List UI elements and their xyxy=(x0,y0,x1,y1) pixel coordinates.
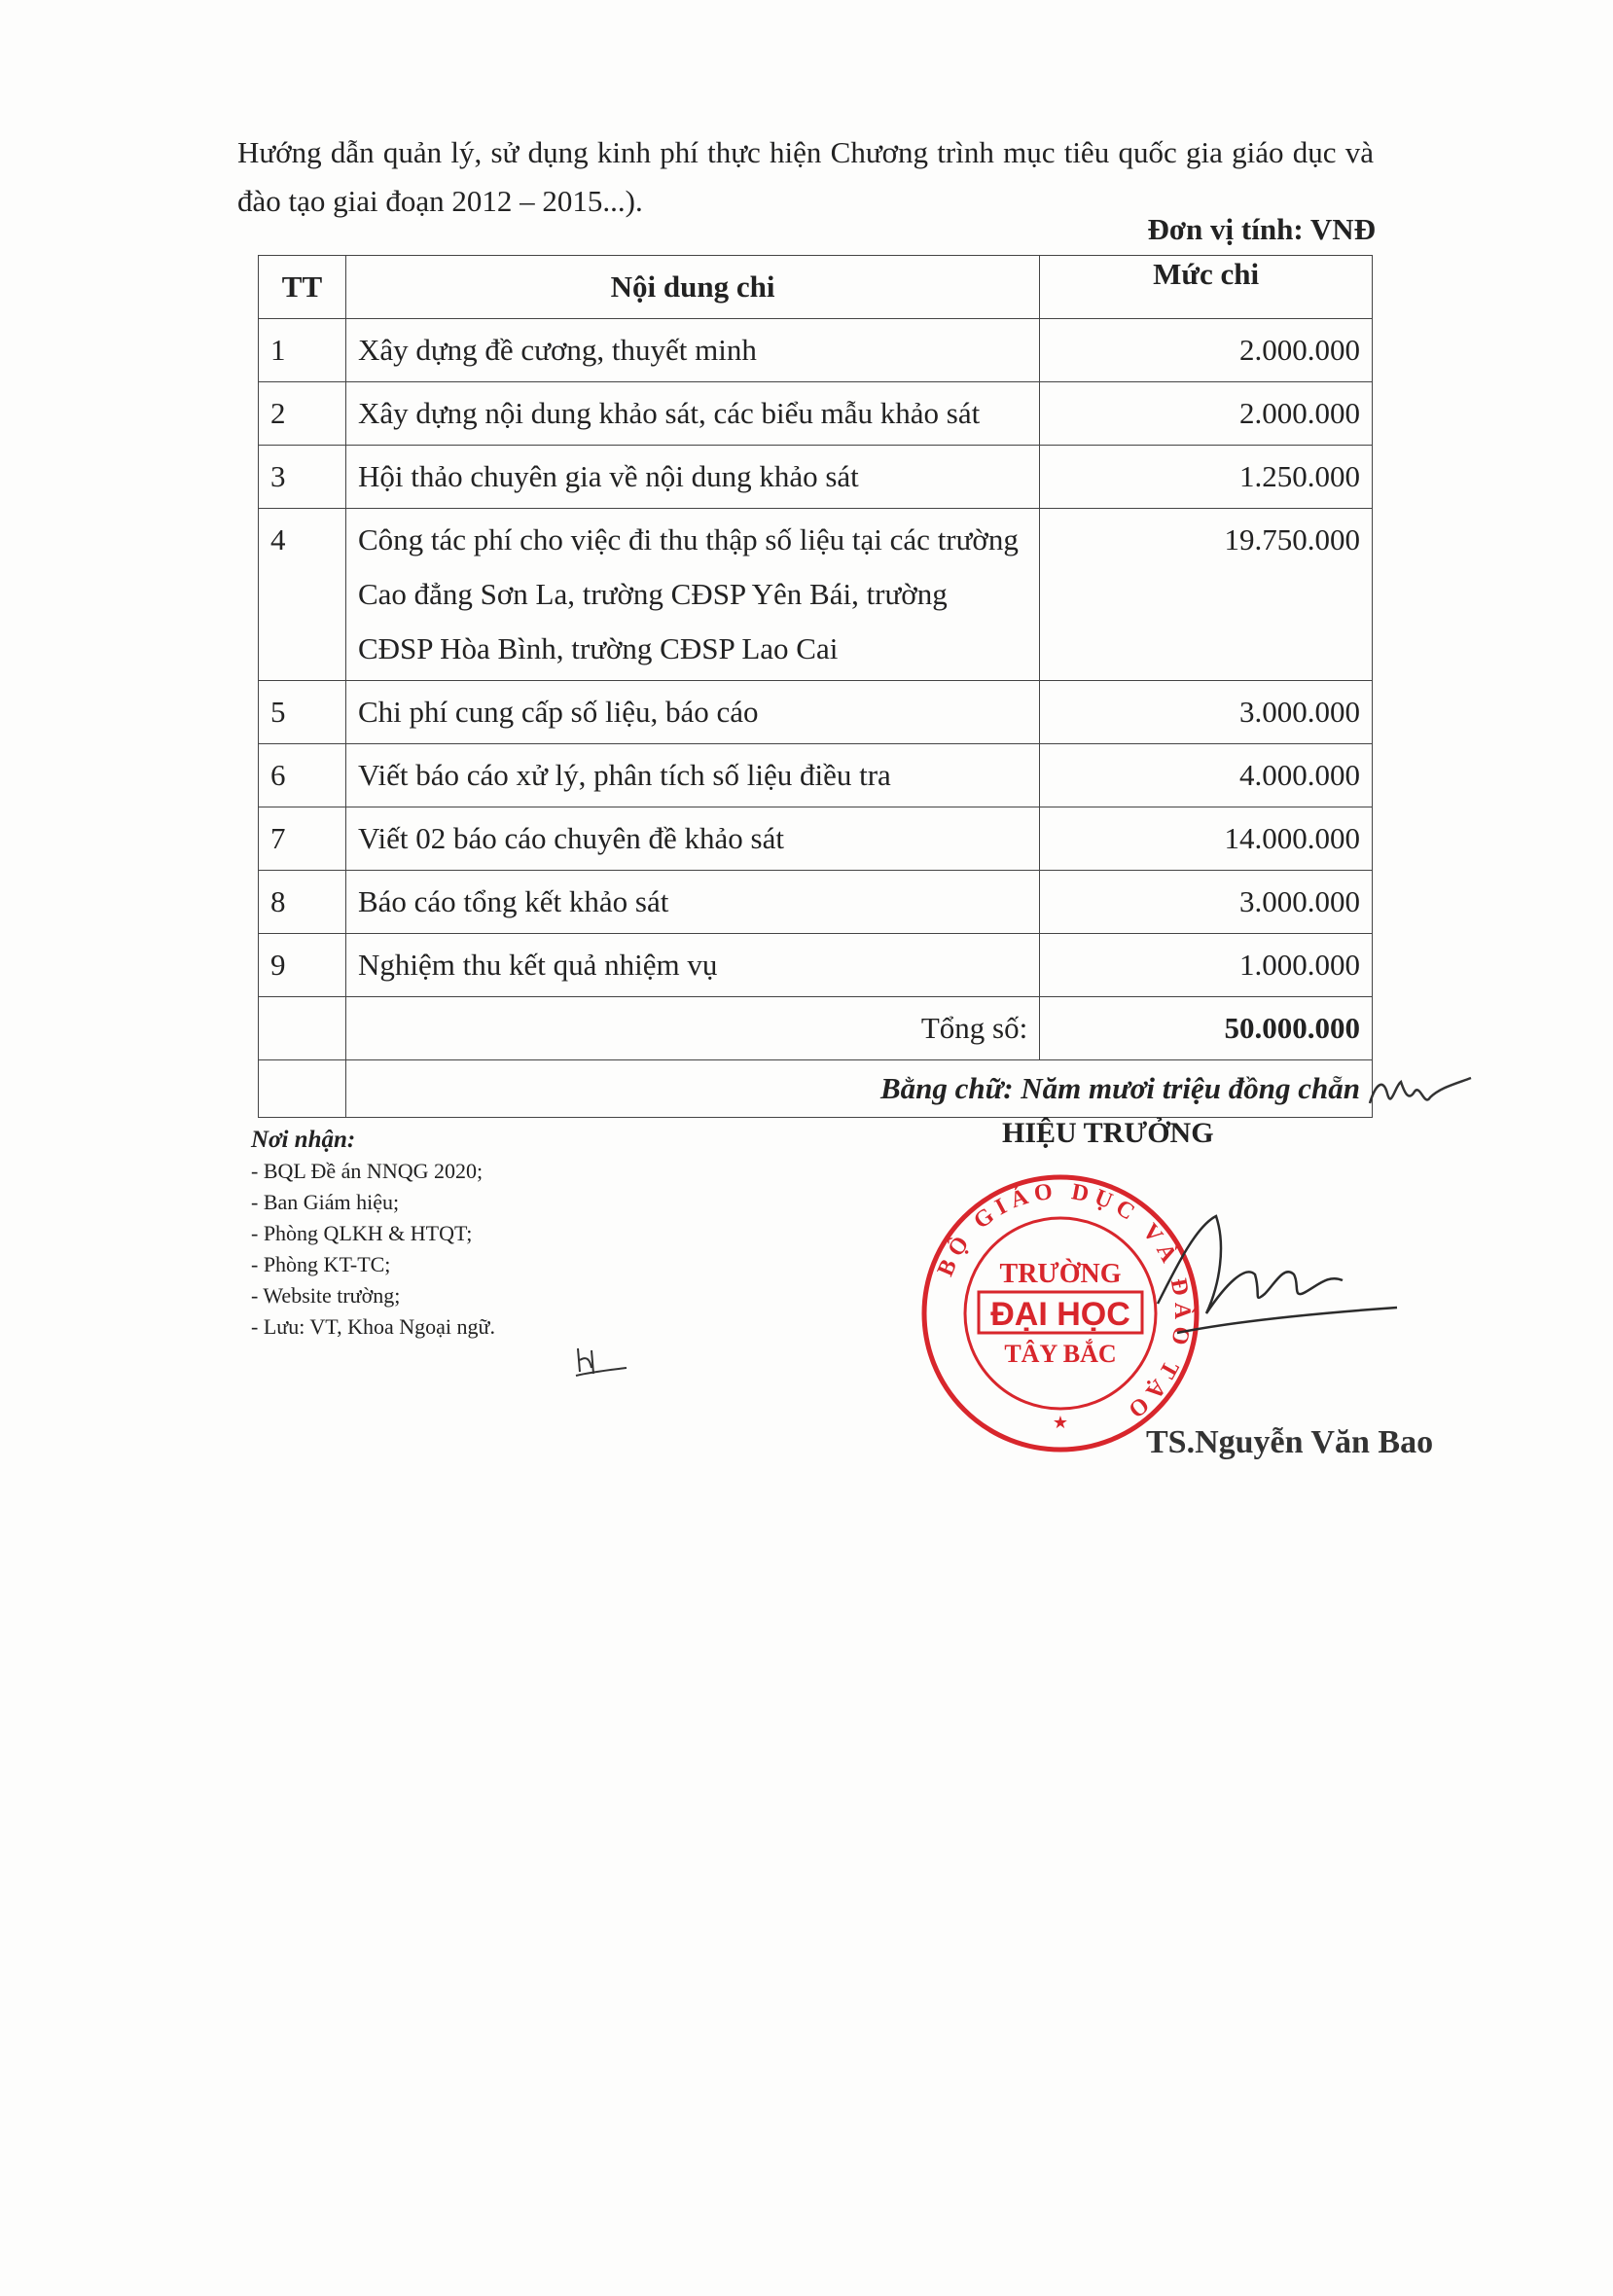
table-row xyxy=(259,382,1373,446)
row-amount: 3.000.000 xyxy=(1040,681,1373,744)
row-description: Nghiệm thu kết quả nhiệm vụ xyxy=(345,934,1039,997)
amount-in-words: Bằng chữ: Năm mươi triệu đồng chẵn xyxy=(345,1060,1372,1118)
table-row xyxy=(259,509,1373,681)
row-number: 4 xyxy=(259,509,346,681)
row-description: Công tác phí cho việc đi thu thập số liệu tại các trường Cao đẳng Sơn La, trường CĐSP Yên Bái, trường CĐSP Hòa Bình, trường CĐSP Lao Cai xyxy=(345,509,1039,681)
table-row xyxy=(259,681,1373,744)
header-tt: TT xyxy=(259,256,346,319)
signature-icon xyxy=(1138,1206,1401,1343)
amount-in-words-row xyxy=(259,1060,1373,1118)
table-row xyxy=(259,446,1373,509)
table-header-row xyxy=(259,256,1373,319)
row-description: Chi phí cung cấp số liệu, báo cáo xyxy=(345,681,1039,744)
recipients-block xyxy=(251,1125,495,1343)
row-number: 3 xyxy=(259,446,346,509)
intro-paragraph: Hướng dẫn quản lý, sử dụng kinh phí thực hiện Chương trình mục tiêu quốc gia giáo dục và đào tạo giai đoạn 2012 – 2015...). xyxy=(237,135,1374,218)
row-description: Xây dựng nội dung khảo sát, các biểu mẫu khảo sát xyxy=(345,382,1039,446)
row-amount: 2.000.000 xyxy=(1040,319,1373,382)
initial-mark xyxy=(1362,1064,1479,1123)
row-number: 9 xyxy=(259,934,346,997)
row-number: 2 xyxy=(259,382,346,446)
row-number: 8 xyxy=(259,871,346,934)
header-content: Nội dung chi xyxy=(345,256,1039,319)
table-row xyxy=(259,319,1373,382)
row-amount: 1.000.000 xyxy=(1040,934,1373,997)
svg-text:★: ★ xyxy=(1052,1413,1069,1432)
row-description: Hội thảo chuyên gia về nội dung khảo sát xyxy=(345,446,1039,509)
header-amount: Mức chi xyxy=(1040,256,1373,319)
svg-text:BỘ GIÁO DỤC VÀ ĐÀO TẠO: BỘ GIÁO DỤC VÀ ĐÀO TẠO xyxy=(932,1178,1196,1426)
row-amount: 3.000.000 xyxy=(1040,871,1373,934)
row-description: Viết báo cáo xử lý, phân tích số liệu điều tra xyxy=(345,744,1039,807)
budget-table xyxy=(258,255,1373,1118)
recipient-item: - Lưu: VT, Khoa Ngoại ngữ. xyxy=(251,1314,495,1339)
recipient-item: - Website trường; xyxy=(251,1283,401,1308)
table-row xyxy=(259,934,1373,997)
signer-name: TS.Nguyễn Văn Bao xyxy=(1146,1424,1434,1460)
row-amount: 2.000.000 xyxy=(1040,382,1373,446)
currency-unit: Đơn vị tính: VNĐ xyxy=(1147,212,1376,246)
recipient-item: - BQL Đề án NNQG 2020; xyxy=(251,1159,484,1183)
recipient-item: - Phòng KT-TC; xyxy=(251,1252,391,1276)
row-amount: 14.000.000 xyxy=(1040,807,1373,871)
table-row xyxy=(259,744,1373,807)
row-number: 6 xyxy=(259,744,346,807)
row-number: 7 xyxy=(259,807,346,871)
table-row xyxy=(259,871,1373,934)
row-description: Xây dựng đề cương, thuyết minh xyxy=(345,319,1039,382)
total-label: Tổng số: xyxy=(345,997,1039,1060)
recipients-title: Nơi nhận: xyxy=(251,1127,356,1153)
signature-title: HIỆU TRƯỞNG xyxy=(1002,1117,1214,1149)
svg-text:ĐẠI HỌC: ĐẠI HỌC xyxy=(990,1296,1130,1333)
row-description: Báo cáo tổng kết khảo sát xyxy=(345,871,1039,934)
initial-mark xyxy=(572,1339,630,1387)
recipient-item: - Phòng QLKH & HTQT; xyxy=(251,1221,473,1245)
row-description: Viết 02 báo cáo chuyên đề khảo sát xyxy=(345,807,1039,871)
svg-text:TRƯỜNG: TRƯỜNG xyxy=(999,1259,1122,1289)
total-amount: 50.000.000 xyxy=(1040,997,1373,1060)
row-amount: 4.000.000 xyxy=(1040,744,1373,807)
svg-text:TÂY BẮC: TÂY BẮC xyxy=(1004,1340,1117,1368)
row-number: 1 xyxy=(259,319,346,382)
row-amount: 19.750.000 xyxy=(1040,509,1373,681)
total-row xyxy=(259,997,1373,1060)
row-number: 5 xyxy=(259,681,346,744)
table-row xyxy=(259,807,1373,871)
recipient-item: - Ban Giám hiệu; xyxy=(251,1190,400,1214)
row-amount: 1.250.000 xyxy=(1040,446,1373,509)
